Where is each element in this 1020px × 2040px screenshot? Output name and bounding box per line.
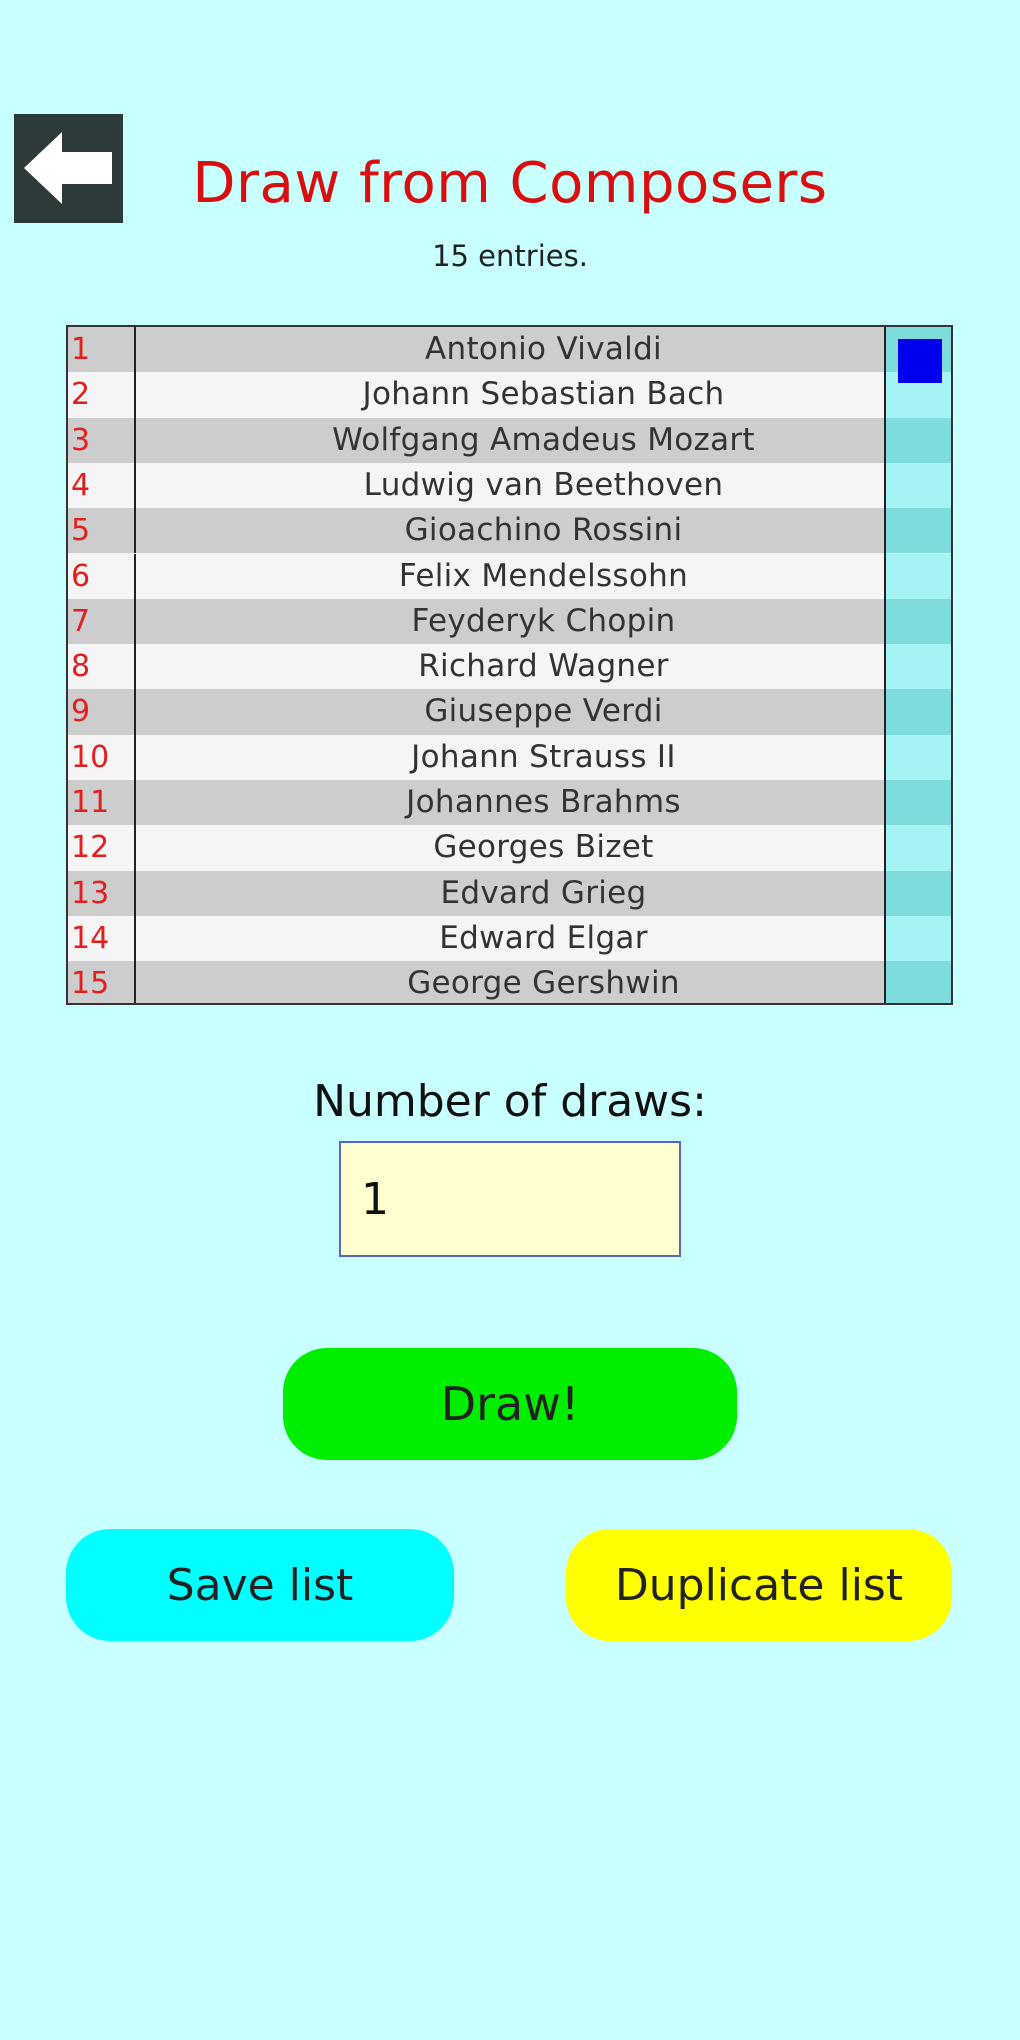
- side-cell: [886, 961, 951, 1005]
- draw-button[interactable]: Draw!: [283, 1348, 737, 1460]
- composer-name: Johannes Brahms: [136, 780, 951, 825]
- scroll-thumb[interactable]: [898, 339, 942, 383]
- row-number: 1: [68, 327, 136, 372]
- row-number: 12: [68, 825, 136, 870]
- side-cell: [886, 644, 951, 689]
- side-cell: [886, 508, 951, 553]
- row-number: 5: [68, 508, 136, 553]
- side-cell: [886, 916, 951, 961]
- side-cell: [886, 554, 951, 599]
- list-item[interactable]: [68, 327, 951, 372]
- side-cell: [886, 780, 951, 825]
- composer-name: Ludwig van Beethoven: [136, 463, 951, 508]
- composer-name: Feyderyk Chopin: [136, 599, 951, 644]
- row-number: 3: [68, 418, 136, 463]
- composer-name: Edward Elgar: [136, 916, 951, 961]
- list-item[interactable]: [68, 463, 951, 508]
- list-item[interactable]: [68, 554, 951, 599]
- row-number: 6: [68, 554, 136, 599]
- list-item[interactable]: [68, 735, 951, 780]
- row-number: 10: [68, 735, 136, 780]
- draws-input[interactable]: [339, 1141, 681, 1257]
- side-cell: [886, 735, 951, 780]
- side-cell: [886, 871, 951, 916]
- row-number: 2: [68, 372, 136, 417]
- duplicate-list-button[interactable]: Duplicate list: [566, 1529, 952, 1641]
- list-item[interactable]: [68, 508, 951, 553]
- row-number: 13: [68, 871, 136, 916]
- list-item[interactable]: [68, 689, 951, 734]
- page-title: Draw from Composers: [192, 151, 828, 216]
- side-cell: [886, 825, 951, 870]
- list-item[interactable]: [68, 916, 951, 961]
- row-number: 9: [68, 689, 136, 734]
- back-button[interactable]: [14, 114, 123, 223]
- side-cell: [886, 599, 951, 644]
- row-number: 15: [68, 961, 136, 1005]
- row-number: 7: [68, 599, 136, 644]
- composer-name: Antonio Vivaldi: [136, 327, 951, 372]
- list-item[interactable]: [68, 780, 951, 825]
- side-cell: [886, 418, 951, 463]
- composer-name: Johann Strauss II: [136, 735, 951, 780]
- row-number: 11: [68, 780, 136, 825]
- composer-name: Wolfgang Amadeus Mozart: [136, 418, 951, 463]
- side-cell: [886, 689, 951, 734]
- entry-count: 15 entries.: [432, 239, 588, 273]
- list-item[interactable]: [68, 599, 951, 644]
- list-item[interactable]: [68, 372, 951, 417]
- composer-name: Gioachino Rossini: [136, 508, 951, 553]
- list-item[interactable]: [68, 825, 951, 870]
- row-number: 14: [68, 916, 136, 961]
- list-item[interactable]: [68, 961, 951, 1005]
- draws-label: Number of draws:: [313, 1076, 707, 1127]
- composer-name: Edvard Grieg: [136, 871, 951, 916]
- entries-list: [66, 325, 953, 1005]
- list-item[interactable]: [68, 871, 951, 916]
- list-item[interactable]: [68, 644, 951, 689]
- arrow-left-icon: [14, 114, 123, 223]
- save-list-button[interactable]: Save list: [66, 1529, 454, 1641]
- composer-name: Richard Wagner: [136, 644, 951, 689]
- row-number: 8: [68, 644, 136, 689]
- composer-name: Georges Bizet: [136, 825, 951, 870]
- scroll-column[interactable]: [884, 327, 951, 1003]
- row-number: 4: [68, 463, 136, 508]
- composer-name: Felix Mendelssohn: [136, 554, 951, 599]
- composer-name: Giuseppe Verdi: [136, 689, 951, 734]
- composer-name: George Gershwin: [136, 961, 951, 1005]
- composer-name: Johann Sebastian Bach: [136, 372, 951, 417]
- list-item[interactable]: [68, 418, 951, 463]
- side-cell: [886, 463, 951, 508]
